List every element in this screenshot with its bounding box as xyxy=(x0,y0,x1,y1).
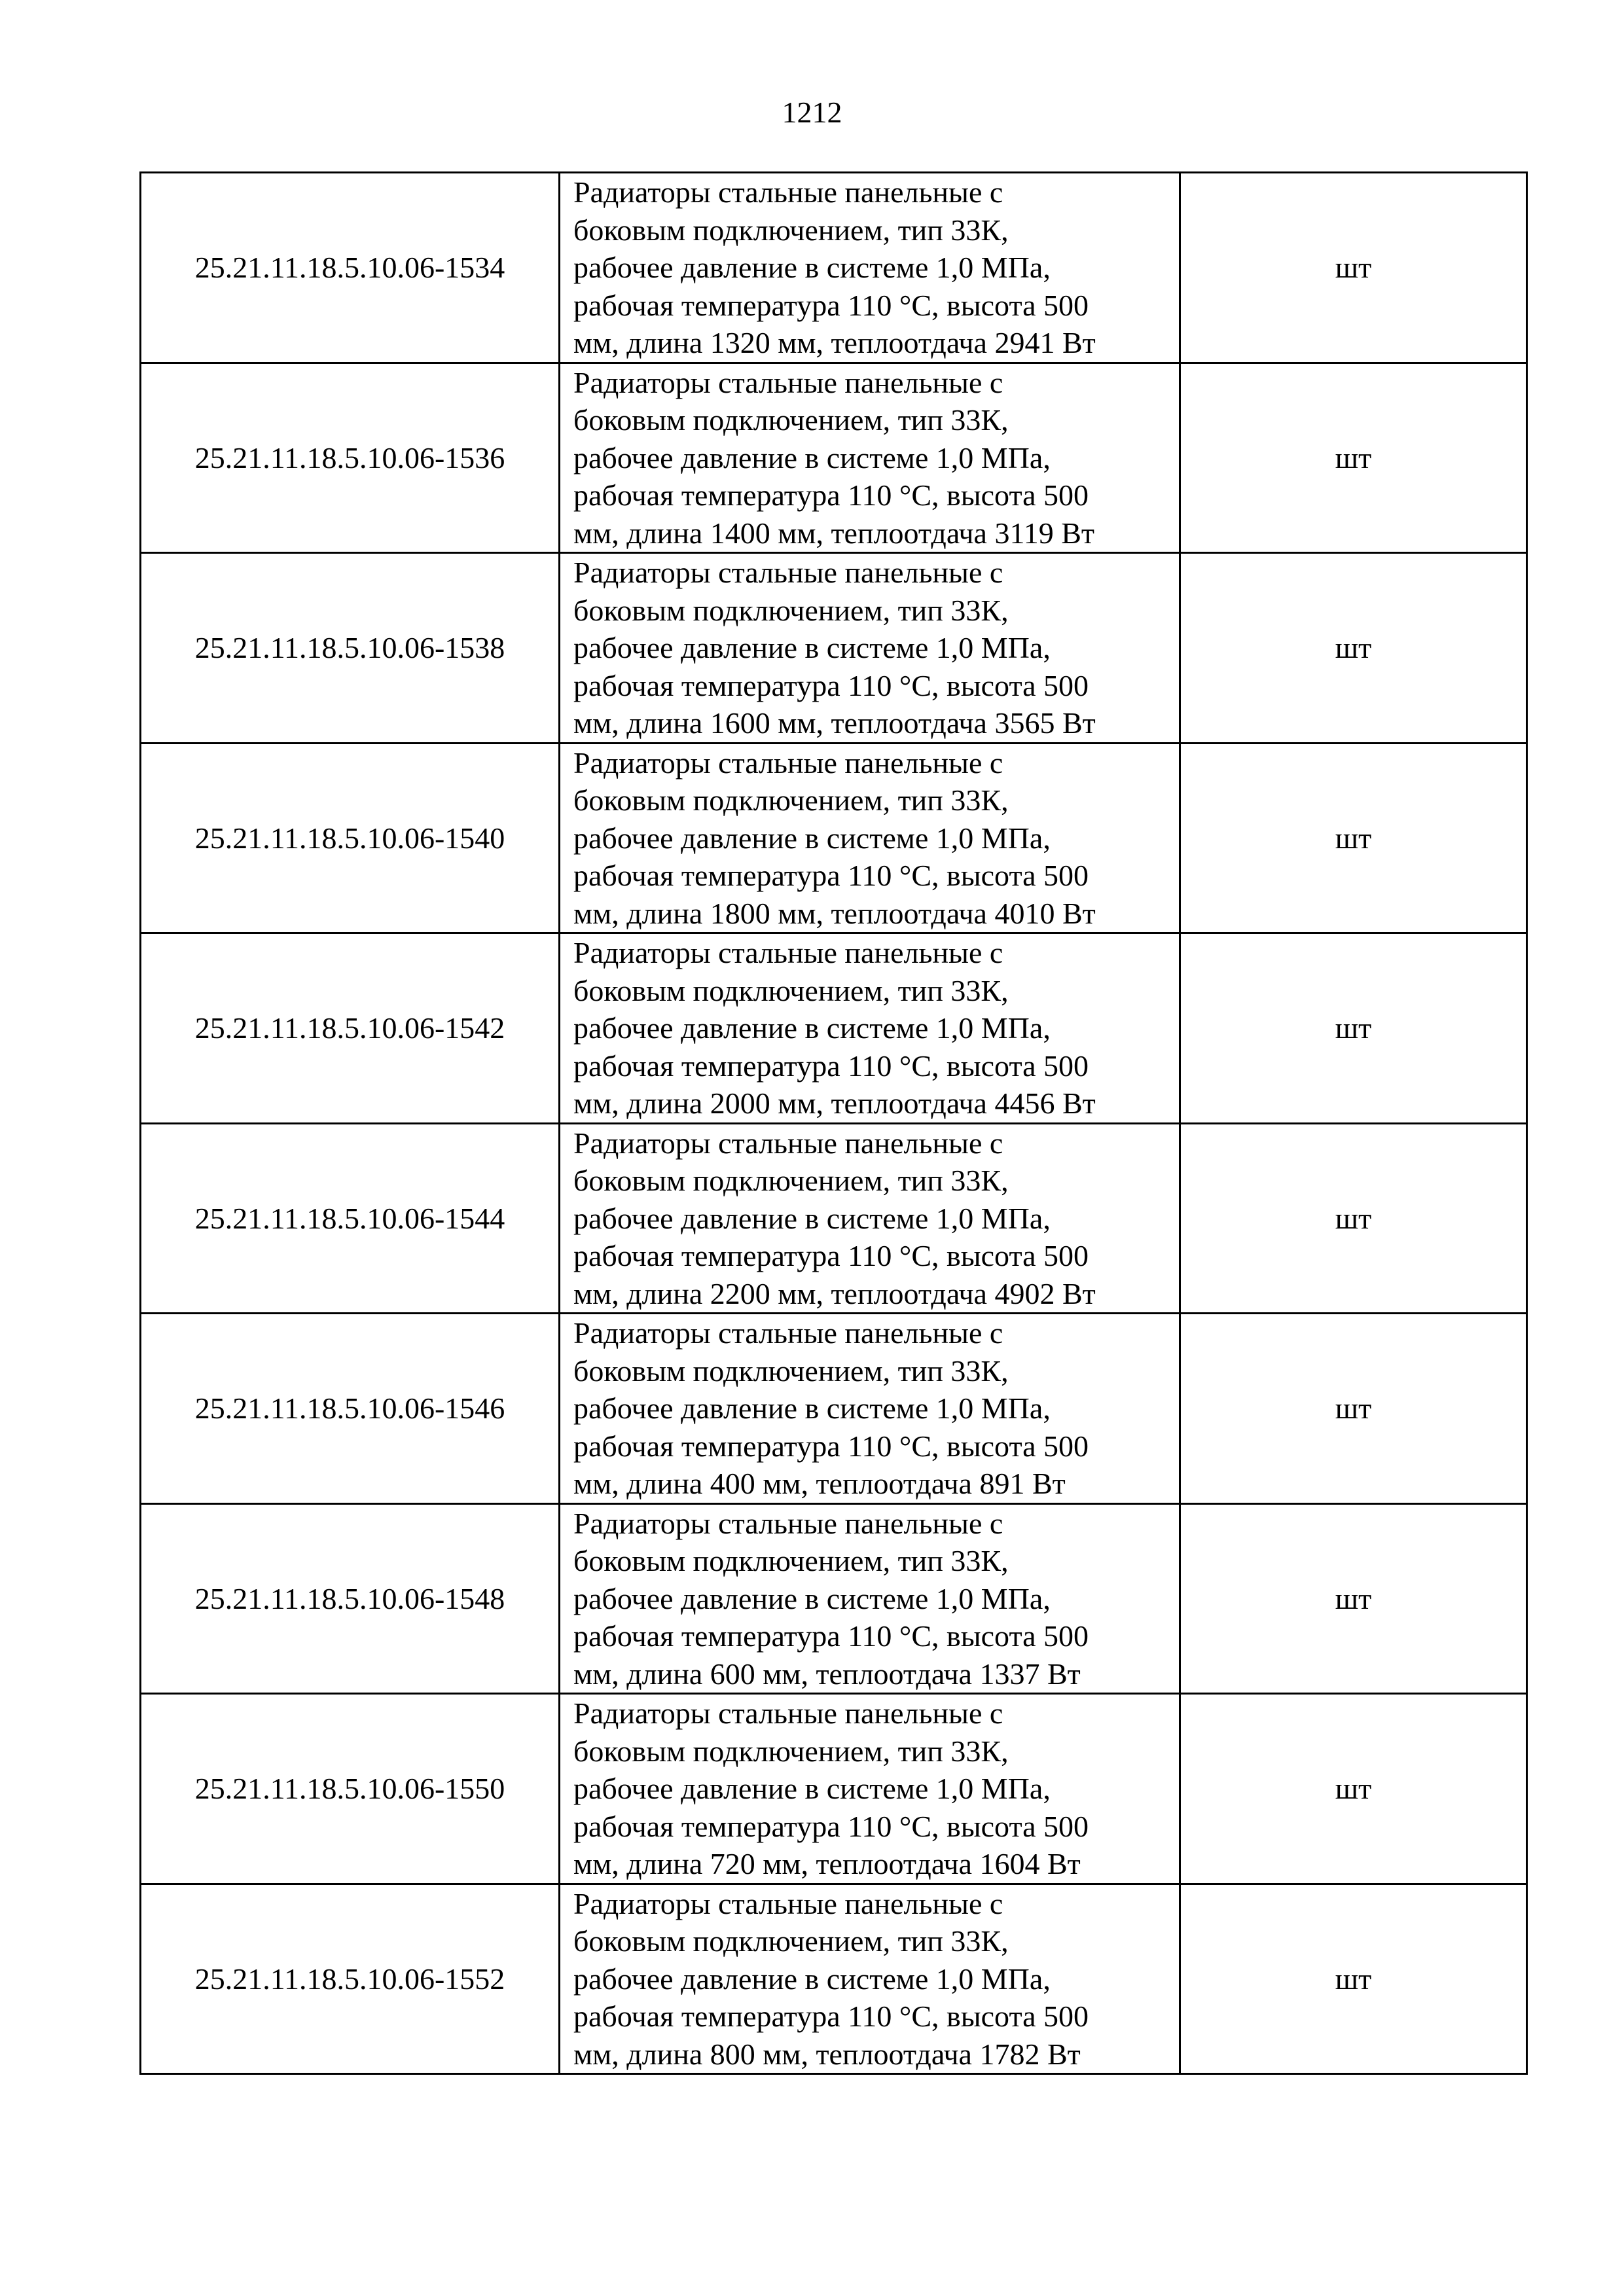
description-line: рабочая температура 110 °С, высота 500 xyxy=(573,1809,1089,1843)
description-line: рабочее давление в системе 1,0 МПа, xyxy=(573,821,1051,855)
description-line: Радиаторы стальные панельные с xyxy=(573,1696,1003,1730)
description-line: Радиаторы стальные панельные с xyxy=(573,1316,1003,1350)
resource-description-cell xyxy=(560,553,1180,744)
description-line: мм, длина 1600 мм, теплоотдача 3565 Вт xyxy=(573,706,1096,740)
description-line: рабочая температура 110 °С, высота 500 xyxy=(573,478,1089,512)
table-row xyxy=(141,1314,1527,1504)
resource-description-cell xyxy=(560,1503,1180,1694)
description-line: мм, длина 2200 мм, теплоотдача 4902 Вт xyxy=(573,1276,1096,1310)
description-line: рабочее давление в системе 1,0 МПа, xyxy=(573,1962,1051,1996)
resource-description-cell xyxy=(560,363,1180,553)
description-line: Радиаторы стальные панельные с xyxy=(573,1506,1003,1540)
resource-code-cell: 25.21.11.18.5.10.06-1544 xyxy=(141,1123,560,1314)
unit-cell: шт xyxy=(1180,1314,1527,1504)
page-number: 1212 xyxy=(782,96,842,129)
resource-code-cell: 25.21.11.18.5.10.06-1542 xyxy=(141,933,560,1124)
resource-description-cell xyxy=(560,1884,1180,2074)
description-line: рабочая температура 110 °С, высота 500 xyxy=(573,288,1089,322)
description-line: боковым подключением, тип 33К, xyxy=(573,1354,1009,1388)
table-row xyxy=(141,1694,1527,1884)
description-line: рабочее давление в системе 1,0 МПа, xyxy=(573,440,1051,475)
description-line: мм, длина 800 мм, теплоотдача 1782 Вт xyxy=(573,2037,1081,2071)
description-line: рабочая температура 110 °С, высота 500 xyxy=(573,668,1089,702)
unit-cell: шт xyxy=(1180,553,1527,744)
unit-cell: шт xyxy=(1180,1123,1527,1314)
table-row xyxy=(141,553,1527,744)
table-row xyxy=(141,363,1527,553)
unit-cell: шт xyxy=(1180,1694,1527,1884)
description-line: мм, длина 600 мм, теплоотдача 1337 Вт xyxy=(573,1657,1081,1691)
description-line: боковым подключением, тип 33К, xyxy=(573,213,1009,247)
description-line: рабочее давление в системе 1,0 МПа, xyxy=(573,1011,1051,1045)
description-line: боковым подключением, тип 33К, xyxy=(573,1164,1009,1197)
description-line: мм, длина 720 мм, теплоотдача 1604 Вт xyxy=(573,1847,1081,1880)
resource-code-cell: 25.21.11.18.5.10.06-1540 xyxy=(141,743,560,933)
description-line: Радиаторы стальные панельные с xyxy=(573,365,1003,399)
description-line: рабочая температура 110 °С, высота 500 xyxy=(573,1619,1089,1653)
resource-description-cell xyxy=(560,173,1180,363)
description-line: рабочая температура 110 °С, высота 500 xyxy=(573,1429,1089,1463)
table-row xyxy=(141,1503,1527,1694)
resource-description-cell xyxy=(560,933,1180,1124)
table-row xyxy=(141,743,1527,933)
description-line: Радиаторы стальные панельные с xyxy=(573,1886,1003,1920)
description-line: Радиаторы стальные панельные с xyxy=(573,556,1003,589)
unit-cell: шт xyxy=(1180,363,1527,553)
description-line: Радиаторы стальные панельные с xyxy=(573,175,1003,209)
table-row xyxy=(141,1123,1527,1314)
description-line: мм, длина 1800 мм, теплоотдача 4010 Вт xyxy=(573,896,1096,930)
description-line: рабочее давление в системе 1,0 МПа, xyxy=(573,1201,1051,1235)
resource-description-cell xyxy=(560,743,1180,933)
resource-description-cell xyxy=(560,1123,1180,1314)
description-line: мм, длина 400 мм, теплоотдача 891 Вт xyxy=(573,1467,1066,1500)
description-line: Радиаторы стальные панельные с xyxy=(573,745,1003,780)
resource-code-cell: 25.21.11.18.5.10.06-1548 xyxy=(141,1503,560,1694)
description-line: боковым подключением, тип 33К, xyxy=(573,593,1009,627)
description-line: Радиаторы стальные панельные с xyxy=(573,936,1003,969)
description-line: мм, длина 1400 мм, теплоотдача 3119 Вт xyxy=(573,516,1095,550)
description-line: боковым подключением, тип 33К, xyxy=(573,973,1009,1007)
resource-code-cell: 25.21.11.18.5.10.06-1552 xyxy=(141,1884,560,2074)
description-line: Радиаторы стальные панельные с xyxy=(573,1126,1003,1160)
resource-code-cell: 25.21.11.18.5.10.06-1536 xyxy=(141,363,560,553)
table-row xyxy=(141,933,1527,1124)
unit-cell: шт xyxy=(1180,1884,1527,2074)
table-row xyxy=(141,173,1527,363)
description-line: боковым подключением, тип 33К, xyxy=(573,403,1009,437)
description-line: рабочая температура 110 °С, высота 500 xyxy=(573,1239,1089,1272)
table-row xyxy=(141,1884,1527,2074)
resource-code-cell: 25.21.11.18.5.10.06-1550 xyxy=(141,1694,560,1884)
description-line: рабочее давление в системе 1,0 МПа, xyxy=(573,1581,1051,1615)
description-line: боковым подключением, тип 33К, xyxy=(573,783,1009,817)
resource-code-cell: 25.21.11.18.5.10.06-1534 xyxy=(141,173,560,363)
unit-cell: шт xyxy=(1180,1503,1527,1694)
description-line: боковым подключением, тип 33К, xyxy=(573,1544,1009,1577)
description-line: рабочее давление в системе 1,0 МПа, xyxy=(573,251,1051,284)
resource-code-cell: 25.21.11.18.5.10.06-1538 xyxy=(141,553,560,744)
description-line: мм, длина 2000 мм, теплоотдача 4456 Вт xyxy=(573,1086,1096,1120)
description-line: боковым подключением, тип 33К, xyxy=(573,1734,1009,1768)
description-line: рабочее давление в системе 1,0 МПа, xyxy=(573,1391,1051,1425)
description-line: рабочая температура 110 °С, высота 500 xyxy=(573,859,1089,892)
description-line: рабочая температура 110 °С, высота 500 xyxy=(573,2000,1089,2033)
description-line: мм, длина 1320 мм, теплоотдача 2941 Вт xyxy=(573,326,1096,359)
description-line: рабочее давление в системе 1,0 МПа, xyxy=(573,631,1051,664)
resource-table xyxy=(139,171,1528,2075)
description-line: боковым подключением, тип 33К, xyxy=(573,1924,1009,1958)
unit-cell: шт xyxy=(1180,743,1527,933)
resource-code-cell: 25.21.11.18.5.10.06-1546 xyxy=(141,1314,560,1504)
description-line: рабочее давление в системе 1,0 МПа, xyxy=(573,1772,1051,1805)
resource-description-cell xyxy=(560,1314,1180,1504)
resource-table-body xyxy=(141,173,1527,2074)
resource-description-cell xyxy=(560,1694,1180,1884)
unit-cell: шт xyxy=(1180,173,1527,363)
description-line: рабочая температура 110 °С, высота 500 xyxy=(573,1049,1089,1083)
unit-cell: шт xyxy=(1180,933,1527,1124)
